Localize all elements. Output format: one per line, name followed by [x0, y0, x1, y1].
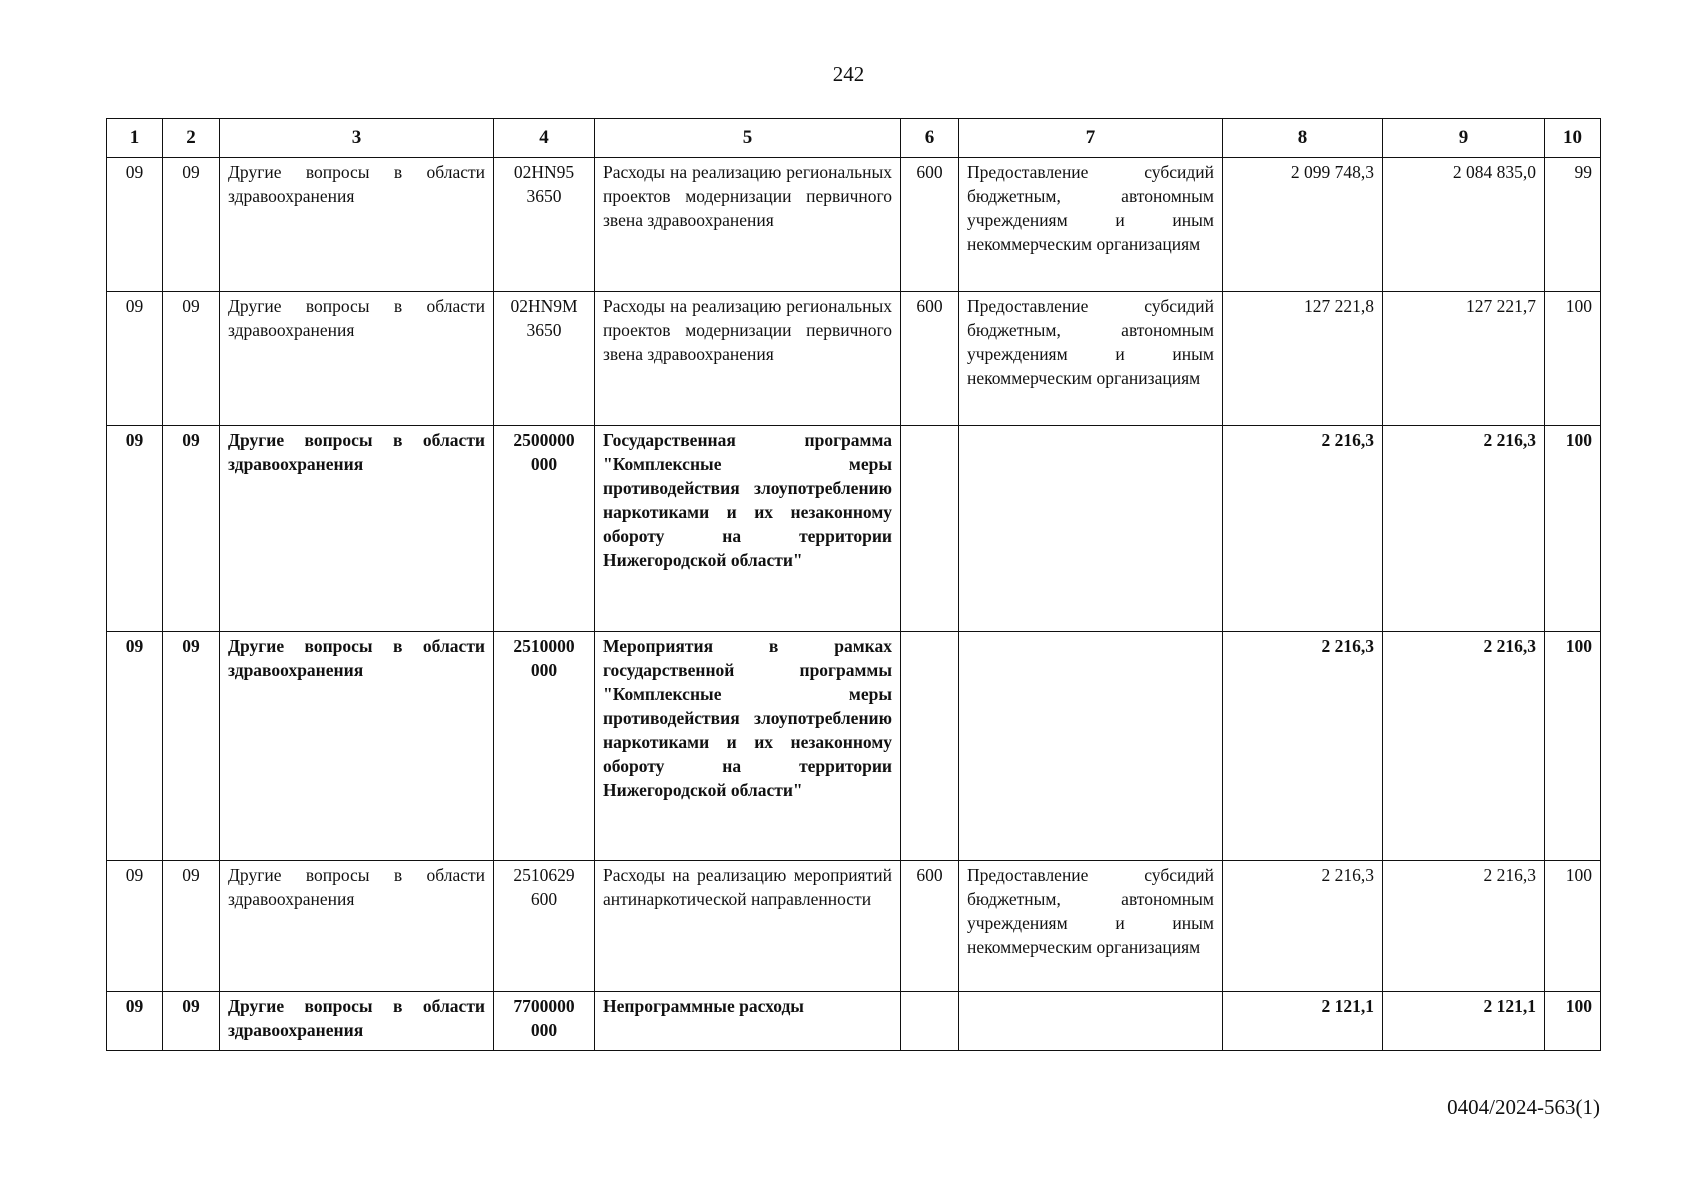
- table-row: [107, 632, 1601, 861]
- column-header: 7: [959, 119, 1223, 158]
- cell-expense-type-name: [959, 632, 1223, 861]
- cell-section: 09: [107, 992, 163, 1051]
- document-number: 0404/2024-563(1): [1447, 1095, 1600, 1119]
- cell-expense-type: 600: [901, 158, 959, 292]
- cell-planned: 2 121,1: [1223, 992, 1383, 1051]
- cell-expense-type-name: [959, 426, 1223, 632]
- cell-percent: 100: [1545, 992, 1601, 1051]
- cell-target-code: 7700000 000: [494, 992, 595, 1051]
- table-row: [107, 158, 1601, 292]
- cell-expense-type-name: Предоставление субсидий бюджетным, автономным учреждениям и иным некоммерческим организациям: [959, 292, 1223, 426]
- cell-expense-type-name: Предоставление субсидий бюджетным, автономным учреждениям и иным некоммерческим организациям: [959, 158, 1223, 292]
- cell-percent: 100: [1545, 632, 1601, 861]
- cell-executed: 127 221,7: [1383, 292, 1545, 426]
- cell-target-name: Расходы на реализацию региональных проектов модернизации первичного звена здравоохранения: [595, 158, 901, 292]
- cell-percent: 100: [1545, 426, 1601, 632]
- cell-target-name: Государственная программа "Комплексные меры противодействия злоупотреблению наркотиками и их незаконному обороту на территории Нижегородской области": [595, 426, 901, 632]
- cell-planned: 2 099 748,3: [1223, 158, 1383, 292]
- column-header: 9: [1383, 119, 1545, 158]
- cell-expense-type: 600: [901, 292, 959, 426]
- cell-planned: 127 221,8: [1223, 292, 1383, 426]
- cell-executed: 2 084 835,0: [1383, 158, 1545, 292]
- column-header: 6: [901, 119, 959, 158]
- cell-section: 09: [107, 632, 163, 861]
- table-row: [107, 292, 1601, 426]
- cell-percent: 100: [1545, 292, 1601, 426]
- cell-section: 09: [107, 158, 163, 292]
- cell-expense-type: 600: [901, 861, 959, 992]
- table-header-row: [107, 119, 1601, 158]
- cell-subsection-name: Другие вопросы в области здравоохранения: [220, 861, 494, 992]
- cell-subsection: 09: [163, 292, 220, 426]
- cell-target-name: Расходы на реализацию мероприятий антинаркотической направленности: [595, 861, 901, 992]
- cell-expense-type-name: [959, 992, 1223, 1051]
- cell-target-name: Непрограммные расходы: [595, 992, 901, 1051]
- cell-section: 09: [107, 292, 163, 426]
- cell-executed: 2 216,3: [1383, 861, 1545, 992]
- cell-target-name: Расходы на реализацию региональных проектов модернизации первичного звена здравоохранения: [595, 292, 901, 426]
- table-row: [107, 861, 1601, 992]
- table-row: [107, 426, 1601, 632]
- column-header: 8: [1223, 119, 1383, 158]
- cell-subsection: 09: [163, 158, 220, 292]
- cell-target-code: 2500000 000: [494, 426, 595, 632]
- cell-expense-type: [901, 632, 959, 861]
- column-header: 1: [107, 119, 163, 158]
- cell-section: 09: [107, 426, 163, 632]
- cell-executed: 2 216,3: [1383, 426, 1545, 632]
- column-header: 10: [1545, 119, 1601, 158]
- column-header: 3: [220, 119, 494, 158]
- cell-expense-type-name: Предоставление субсидий бюджетным, автономным учреждениям и иным некоммерческим организациям: [959, 861, 1223, 992]
- cell-subsection: 09: [163, 632, 220, 861]
- column-header: 5: [595, 119, 901, 158]
- cell-percent: 100: [1545, 861, 1601, 992]
- cell-expense-type: [901, 426, 959, 632]
- cell-executed: 2 121,1: [1383, 992, 1545, 1051]
- cell-subsection-name: Другие вопросы в области здравоохранения: [220, 426, 494, 632]
- cell-expense-type: [901, 992, 959, 1051]
- cell-subsection: 09: [163, 992, 220, 1051]
- budget-table: [106, 118, 1601, 1051]
- page-number: 242: [832, 62, 865, 86]
- cell-subsection-name: Другие вопросы в области здравоохранения: [220, 992, 494, 1051]
- cell-section: 09: [107, 861, 163, 992]
- cell-executed: 2 216,3: [1383, 632, 1545, 861]
- cell-target-name: Мероприятия в рамках государственной программы "Комплексные меры противодействия злоупотреблению наркотиками и их незаконному обороту на территории Нижегородской области": [595, 632, 901, 861]
- cell-planned: 2 216,3: [1223, 426, 1383, 632]
- cell-subsection: 09: [163, 861, 220, 992]
- cell-target-code: 2510000 000: [494, 632, 595, 861]
- column-header: 2: [163, 119, 220, 158]
- cell-target-code: 2510629 600: [494, 861, 595, 992]
- table-row: [107, 992, 1601, 1051]
- cell-subsection-name: Другие вопросы в области здравоохранения: [220, 292, 494, 426]
- cell-planned: 2 216,3: [1223, 861, 1383, 992]
- cell-subsection-name: Другие вопросы в области здравоохранения: [220, 632, 494, 861]
- cell-subsection: 09: [163, 426, 220, 632]
- cell-target-code: 02HN9M 3650: [494, 292, 595, 426]
- cell-target-code: 02HN95 3650: [494, 158, 595, 292]
- column-header: 4: [494, 119, 595, 158]
- cell-subsection-name: Другие вопросы в области здравоохранения: [220, 158, 494, 292]
- cell-planned: 2 216,3: [1223, 632, 1383, 861]
- cell-percent: 99: [1545, 158, 1601, 292]
